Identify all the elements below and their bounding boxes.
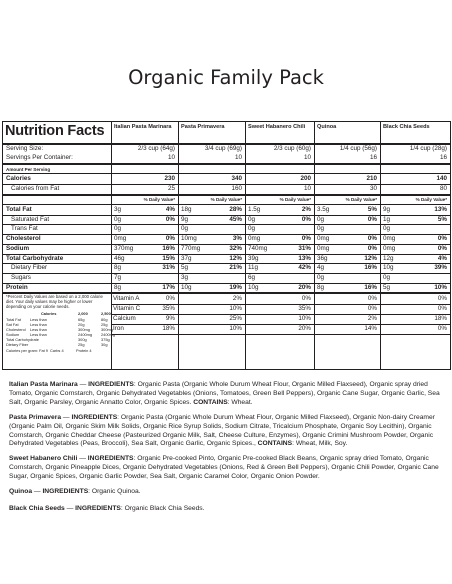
dv-table-cell: Less than [30, 317, 47, 323]
nutrient-amount: 36g [317, 254, 328, 262]
separator: — [77, 381, 89, 388]
amount-per-serving [3, 166, 450, 173]
nutrient-label: Sodium [6, 244, 30, 252]
cell-value: 1/4 cup (28g) [409, 145, 447, 152]
nutrient-percent: 19% [229, 283, 242, 291]
dv-header-cell: % Daily Value* [279, 197, 311, 202]
nutrient-row [3, 283, 450, 293]
separator: — [32, 488, 43, 495]
nutrient-amount: 3.5g [317, 206, 330, 213]
dv-table-cell: 80g [101, 317, 108, 323]
dv-table-cell: Total Carbohydrate [6, 337, 39, 343]
nutrient-amount: 5g [383, 283, 391, 291]
row-divider [111, 334, 450, 335]
nutrient-amount: 7g [114, 273, 122, 281]
separator: — [77, 455, 88, 462]
contains-text: : Wheat. [227, 398, 253, 406]
dv-table-cell: 30g [101, 342, 108, 348]
cell-value: 16 [369, 154, 377, 161]
nutrient-row [3, 273, 450, 283]
servings-row [3, 153, 450, 162]
nutrient-amount: 0mg [248, 235, 261, 243]
nutrient-amount: 740mg [248, 244, 268, 252]
product-header: Pasta Primavera [181, 124, 225, 130]
ingredients-paragraph [9, 414, 443, 449]
column-divider [380, 300, 381, 370]
vitamin-value: 25% [229, 315, 242, 323]
daily-value-header [3, 196, 450, 204]
dv-header-cell: % Daily Value* [143, 197, 175, 202]
dv-table-cell: Less than [30, 327, 47, 333]
dv-table-cell: 20g [78, 322, 85, 328]
per-gram-cell: Calories per gram: Fat 9 [6, 348, 48, 354]
vitamin-value: 35% [298, 305, 311, 313]
nutrient-amount: 0mg [317, 244, 330, 252]
dv-table-cell: 25g [101, 322, 108, 328]
nutrient-amount: 4g [317, 264, 325, 272]
contains-text: : Wheat, Milk, Soy. [292, 440, 348, 448]
nutrient-amount: 37g [181, 254, 192, 262]
nutrient-percent: 4% [165, 206, 175, 213]
nutrient-percent: 31% [162, 264, 175, 272]
dv-table-cell: 2400mg [101, 332, 116, 338]
nutrient-percent: 28% [229, 206, 242, 213]
ingredients-label: INGREDIENTS [87, 455, 134, 462]
cell-value: 230 [164, 175, 175, 182]
nutrient-amount: 0mg [317, 235, 330, 243]
cell-value: 10 [303, 185, 311, 192]
nutrition-facts-panel [2, 121, 451, 370]
nutrient-row [3, 263, 450, 273]
vitamin-value: 14% [364, 325, 377, 333]
cell-value: 80 [439, 185, 447, 192]
dv-table-cell: 300g [78, 337, 87, 343]
cell-value: 10 [303, 154, 311, 161]
dv-table-header-cell: Calories [41, 311, 57, 317]
product-name: Italian Pasta Marinara [9, 381, 78, 388]
calories-fat-row [3, 184, 450, 193]
column-divider [245, 300, 246, 370]
cell-value: 140 [436, 175, 447, 182]
nutrient-label: Protein [6, 283, 28, 291]
nutrient-amount: 10g [383, 264, 394, 272]
nutrient-percent: 0% [367, 235, 377, 243]
separator: — [61, 414, 72, 421]
nutrient-amount: 370mg [114, 244, 134, 252]
product-header: Black Chia Seeds [383, 124, 430, 130]
nutrient-percent: 12% [229, 254, 242, 262]
nutrient-amount: 0g [248, 215, 256, 223]
column-divider [178, 300, 179, 370]
amount-label: Amount Per Serving [6, 167, 51, 172]
nutrient-amount: 18g [181, 206, 192, 213]
vitamin-value: 0% [437, 305, 447, 313]
dv-table-cell: Total Fat [6, 317, 21, 323]
nutrient-amount: 11g [248, 264, 259, 272]
nutrient-percent: 0% [165, 235, 175, 243]
nutrient-amount: 46g [114, 254, 125, 262]
nutrient-row [3, 244, 450, 254]
nutrient-percent: 5% [437, 215, 447, 223]
dv-table-cell: 65g [78, 317, 85, 323]
nutrient-percent: 0% [367, 215, 377, 223]
nutrient-amount: 5g [181, 264, 189, 272]
nutrient-row [3, 234, 450, 244]
nutrient-amount: 9g [181, 215, 189, 223]
row-label: Calories from Fat [11, 185, 60, 192]
nutrient-label: Cholesterol [6, 235, 41, 243]
serving-size-row [3, 144, 450, 153]
vitamin-value: 10% [229, 325, 242, 333]
vitamin-value: 10% [229, 305, 242, 313]
ingredients-text: : Organic Pre-cooked Pinto, Organic Pre-cooked Black Beans, Organic spray dried Tomato, Organic Cornstarch, Organic Pineapple Dices, Organic Dehydrated Vegetables (Onions, Red & Green Bell Peppers), Organic Chili Powder, Organic Cane Sugar, Organic Spices, Organic Garlic Powder, Sea Salt, Organic Caramel Color, Organic Onion Powder. [9, 455, 439, 480]
nutrient-percent: 0% [301, 215, 311, 223]
row-label: Calories [6, 175, 31, 182]
cell-value: 10 [234, 154, 242, 161]
dv-header-cell: % Daily Value* [345, 197, 377, 202]
nutrient-amount: 1.5g [248, 206, 261, 213]
dv-table-header-cell: 2,000 [78, 311, 88, 317]
nutrient-percent: 42% [298, 264, 311, 272]
row-label: Servings Per Container: [6, 154, 73, 161]
nutrient-percent: 16% [364, 264, 377, 272]
nutrient-percent: 5% [367, 206, 377, 213]
nutrient-amount: 1g [383, 215, 391, 223]
dv-table-cell: Less than [30, 322, 47, 328]
nutrient-percent: 13% [434, 206, 447, 213]
ingredients-paragraph [9, 488, 443, 497]
nutrient-label: Trans Fat [11, 225, 38, 233]
cell-value: 2/3 cup (60g) [273, 145, 311, 152]
nutrient-percent: 39% [434, 264, 447, 272]
vitamin-value: 2% [367, 315, 377, 323]
nutrient-amount: 0g [383, 225, 391, 233]
nutrient-percent: 16% [162, 244, 175, 252]
nutrient-amount: 3g [181, 273, 189, 281]
nutrient-label: Saturated Fat [11, 215, 50, 223]
nutrient-amount: 0g [114, 215, 122, 223]
vitamin-value: 35% [162, 305, 175, 313]
dv-table-cell: Dietary Fiber [6, 342, 29, 348]
nutrient-percent: 0% [437, 244, 447, 252]
ingredients-label: INGREDIENTS [71, 414, 118, 421]
nutrient-amount: 0g [317, 215, 325, 223]
nutrient-amount: 9g [383, 206, 391, 213]
nutrient-percent: 16% [364, 283, 377, 291]
product-header: Italian Pasta Marinara [114, 124, 172, 130]
nutrient-percent: 12% [364, 254, 377, 262]
dv-table-cell: 300mg [101, 327, 113, 333]
dv-header-cell: % Daily Value* [210, 197, 242, 202]
nutrient-label: Total Fat [6, 206, 32, 213]
product-name: Quinoa [9, 488, 33, 495]
nutrient-percent: 3% [232, 235, 242, 243]
nutrient-percent: 2% [301, 206, 311, 213]
vitamin-value: 18% [434, 315, 447, 323]
dv-table-header-cell: 2,500 [101, 311, 111, 317]
cell-value: 3/4 cup (69g) [204, 145, 242, 152]
nutrient-percent: 10% [434, 283, 447, 291]
vitamin-value: 0% [367, 305, 377, 313]
dv-table-cell: 2400mg [78, 332, 93, 338]
product-header: Quinoa [317, 124, 337, 130]
panel-header [3, 122, 450, 145]
vitamin-row [3, 324, 450, 334]
ingredients-text: : Organic Black Chia Seeds. [120, 505, 205, 512]
nutrient-amount: 0mg [114, 235, 127, 243]
nutrient-label: Total Carbohydrate [6, 254, 64, 262]
vitamin-value: 18% [162, 325, 175, 333]
nutrient-percent: 0% [165, 215, 175, 223]
nutrient-percent: 45% [229, 215, 242, 223]
vitamin-label: Iron [113, 325, 124, 333]
nutrient-amount: 8g [114, 283, 122, 291]
row-divider [3, 163, 450, 165]
cell-value: 340 [231, 175, 242, 182]
vitamin-value: 20% [298, 325, 311, 333]
nutrition-facts-heading: Nutrition Facts [5, 123, 105, 139]
nutrient-amount: 8g [114, 264, 122, 272]
nutrient-amount: 10g [248, 283, 259, 291]
cell-value: 210 [366, 175, 377, 182]
nutrient-amount: 8g [317, 283, 325, 291]
column-divider [314, 300, 315, 370]
dv-table-cell: Sodium [6, 332, 20, 338]
product-header: Sweet Habanero Chili [248, 124, 306, 130]
dv-header-cell: % Daily Value* [415, 197, 447, 202]
per-gram-cell: Carbs 4 [50, 348, 64, 354]
vitamin-value: 0% [301, 295, 311, 303]
nutrient-amount: 0g [114, 225, 122, 233]
calories-row [3, 174, 450, 184]
nutrient-amount: 3g [114, 206, 122, 213]
nutrient-amount: 770mg [181, 244, 201, 252]
ingredients-paragraph [9, 381, 443, 407]
nutrient-percent: 32% [229, 244, 242, 252]
dv-table-cell: 375g [101, 337, 110, 343]
vitamin-value: 0% [437, 325, 447, 333]
nutrient-amount: 0mg [383, 235, 396, 243]
ingredients-label: INGREDIENTS [75, 505, 121, 512]
product-name: Sweet Habanero Chili [9, 455, 78, 462]
nutrient-amount: 0g [317, 225, 325, 233]
ingredients-paragraph [9, 505, 443, 514]
footnote: *Percent Daily Values are based on a 2,000 calorie diet. Your daily values may be higher or lower depending on your calorie needs. [6, 294, 103, 310]
cell-value: 160 [231, 185, 242, 192]
ingredients-text: : Organic Pasta (Organic Whole Durum Wheat Flour, Organic Milled Flaxseed), Organic Non-dairy Creamer (Organic Palm Oil, Organic Skim Milk Solids, Organic Rice Syrup Solids, Sodium Citrate, Tricalcium Phosphate, Organic Soy Lecithin), Organic Cornstarch, Organic Cheddar Cheese (Pasteurized Organic Milk, Salt, Cheese Culture, Enzymes), Organic Crimini Mushroom Powder, Organic Dehydrated Vegetables (Peas, Broccoli), Sea Salt, Organic Garlic, Organic Spices., [9, 414, 435, 448]
nutrient-percent: 17% [162, 283, 175, 291]
nutrient-amount: 0g [383, 273, 391, 281]
nutrient-amount: 0g [248, 225, 256, 233]
nutrient-percent: 0% [367, 244, 377, 252]
vitamin-label: Calcium [113, 315, 136, 323]
cell-value: 200 [300, 175, 311, 182]
nutrient-amount: 6g [248, 273, 256, 281]
ingredients-text: : Organic Pasta (Organic Whole Durum Wheat Flour, Organic Milled Flaxseed), Organic spray dried Tomato, Organic Cornstarch, Organic Dehydrated Vegetables (Onions, Tomatoes, Green Bell Peppers), Organic Cane Sugar, Organic Garlic, Sea Salt, Organic Parsley, Organic Annatto Color, Organic Spices. [9, 381, 440, 406]
dv-table-cell: 300mg [78, 327, 90, 333]
nutrient-percent: 13% [298, 254, 311, 262]
vitamin-value: 0% [437, 295, 447, 303]
nutrient-row [3, 224, 450, 234]
ingredients-label: INGREDIENTS [88, 381, 134, 388]
vitamin-label: Vitamin C [113, 305, 141, 313]
dv-table-cell: Less than [30, 332, 47, 338]
nutrient-amount: 0mg [383, 244, 396, 252]
nutrient-row [3, 254, 450, 264]
vitamin-row [3, 314, 450, 324]
cell-value: 1/4 cup (56g) [339, 145, 377, 152]
dv-table-cell: 25g [78, 342, 85, 348]
row-label: Serving Size: [6, 145, 44, 152]
product-name: Black Chia Seeds [9, 505, 65, 512]
nutrient-amount: 10g [181, 283, 192, 291]
nutrient-amount: 0g [181, 225, 189, 233]
nutrient-percent: 0% [437, 235, 447, 243]
cell-value: 25 [167, 185, 175, 192]
dv-table-cell: Sat Fat [6, 322, 19, 328]
nutrient-percent: 21% [229, 264, 242, 272]
cell-value: 16 [439, 154, 447, 161]
contains-label: CONTAINS [257, 440, 293, 448]
vitamin-value: 0% [165, 295, 175, 303]
cell-value: 2/3 cup (64g) [137, 145, 175, 152]
ingredients-label: INGREDIENTS [42, 488, 89, 495]
nutrient-amount: 10mg [181, 235, 197, 243]
nutrient-percent: 15% [162, 254, 175, 262]
ingredients-text: : Organic Quinoa. [88, 488, 141, 495]
nutrient-label: Dietary Fiber [11, 264, 48, 272]
dv-table-cell: Cholesterol [6, 327, 26, 333]
nutrient-row [3, 205, 450, 215]
separator: — [64, 505, 76, 512]
nutrient-percent: 4% [437, 254, 447, 262]
nutrient-label: Sugars [11, 273, 31, 281]
nutrient-row [3, 215, 450, 225]
nutrient-percent: 0% [301, 235, 311, 243]
cell-value: 30 [369, 185, 377, 192]
ingredients-paragraph [9, 455, 443, 481]
product-name: Pasta Primavera [9, 414, 62, 421]
per-gram-cell: Protein 4 [76, 348, 92, 354]
nutrient-amount: 0g [317, 273, 325, 281]
nutrient-percent: 20% [298, 283, 311, 291]
nutrient-amount: 39g [248, 254, 259, 262]
nutrient-amount: 12g [383, 254, 394, 262]
vitamin-value: 2% [232, 295, 242, 303]
contains-label: CONTAINS [193, 398, 228, 406]
vitamin-value: 0% [367, 295, 377, 303]
vitamin-label: Vitamin A [113, 295, 140, 303]
nutrient-percent: 31% [298, 244, 311, 252]
cell-value: 10 [167, 154, 175, 161]
vitamin-value: 10% [298, 315, 311, 323]
page-title: Organic Family Pack [128, 66, 324, 89]
vitamin-value: 9% [165, 315, 175, 323]
